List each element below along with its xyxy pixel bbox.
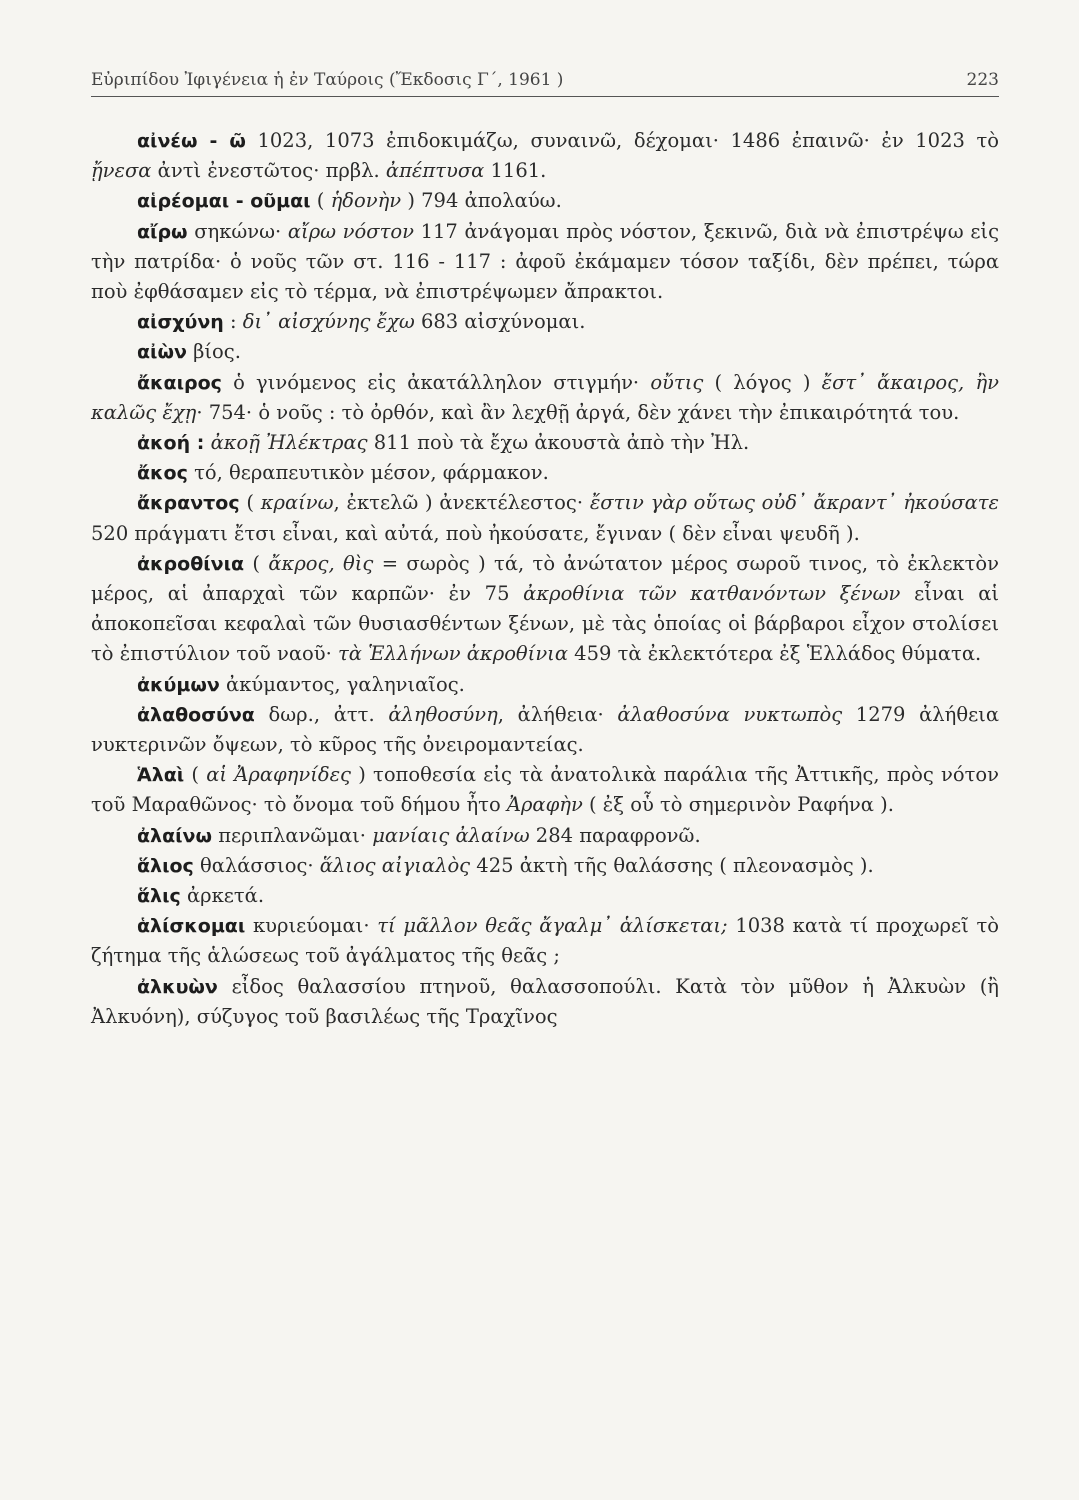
entry-lemma: ἀλαθοσύνα <box>137 703 255 726</box>
entry-text: εἶδος θαλασσίου πτηνοῦ, θαλασσοπούλι. Κατὰ τὸν μῦθον ἡ Ἀλκυὼν (ἢ Ἀλκυόνη), σύζυγος τοῦ βασιλέως τῆς Τραχῖνος <box>91 974 999 1028</box>
entry-text: 1038 κατὰ τί προχωρεῖ τὸ ζήτημα τῆς ἁλώσεως τοῦ ἀγάλματος τῆς θεᾶς ; <box>91 914 1000 968</box>
entry-text: ( <box>244 551 269 575</box>
entry-text: σηκώνω· <box>187 219 288 243</box>
entry-quote: αἴρω νόστον <box>287 219 414 243</box>
entry-quote: δι᾽ αἰσχύνης ἔχω <box>242 310 415 334</box>
glossary-entry <box>91 851 999 881</box>
entry-quote: τί μᾶλλον θεᾶς ἄγαλμ᾽ ἁλίσκεται; <box>377 914 728 938</box>
entry-lemma: ἄκαιρος <box>137 371 222 394</box>
entry-quote: ἀκοῇ Ἠλέκτρας <box>210 431 368 455</box>
glossary-entry <box>91 126 999 186</box>
running-title: Εὐριπίδου Ἰφιγένεια ἡ ἐν Ταύροις (Ἔκδοσις Γ΄, 1961 ) <box>91 70 564 90</box>
entry-text: 1023, 1073 ἐπιδοκιμάζω, συναινῶ, δέχομαι· 1486 ἐπαινῶ· ἐν 1023 τὸ <box>245 129 1000 152</box>
entry-text: κυριεύομαι· <box>245 914 378 938</box>
entry-text: ( ἐξ οὗ τὸ σημερινὸν Ραφήνα ). <box>582 793 894 817</box>
entry-lemma: ἁλίσκομαι <box>137 915 246 938</box>
entry-text: ) 794 ἀπολαύω. <box>401 189 562 213</box>
entry-text: δωρ., ἀττ. <box>254 702 389 726</box>
entry-lemma: ἀλαίνω <box>137 824 212 847</box>
entry-lemma: ἀλκυὼν <box>137 975 218 998</box>
entry-text: εἶναι αἱ ἀποκοπεῖσαι κεφαλαὶ τῶν θυσιασθέντων ξένων, μὲ τὰς ὁποίας οἱ βάρβαροι εἶχον στολίσει τὸ ἐπιστύλιον τοῦ ναοῦ· <box>91 582 1000 666</box>
entry-quote: ᾔνεσα <box>91 159 152 183</box>
entry-quote: Ἀραφὴν <box>506 793 583 817</box>
glossary-entry <box>91 458 999 488</box>
entry-text: ὁ γινόμενος εἰς ἀκατάλληλον στιγμήν· <box>221 370 651 394</box>
entry-lemma: ἅλιος <box>137 854 194 877</box>
glossary-entry <box>91 488 999 548</box>
entry-lemma: ἀκύμων <box>137 673 220 696</box>
entry-text: 284 παραφρονῶ. <box>529 823 701 847</box>
glossary-entry <box>91 972 999 1032</box>
entry-text: ( <box>239 491 261 515</box>
glossary-entry <box>91 549 999 670</box>
entry-lemma: αἰνέω - ῶ <box>137 130 246 152</box>
entry-text: ( <box>184 763 207 787</box>
entry-text: ( λόγος ) <box>703 370 822 394</box>
entry-quote: κραίνω <box>260 491 334 515</box>
running-header <box>91 70 999 97</box>
entry-text: : <box>223 310 243 334</box>
entry-text: ἀρκετά. <box>180 884 265 908</box>
entry-text: , ἀλήθεια· <box>497 702 618 726</box>
page-number: 223 <box>966 70 999 90</box>
entry-text: 1279 ἀλήθεια νυκτερινῶν ὄψεων, τὸ κῦρος τῆς ὀνειρομαντείας. <box>91 702 999 757</box>
entry-quote: ἅλιος αἰγιαλὸς <box>319 853 471 877</box>
glossary-entry <box>91 911 999 971</box>
entry-text: 459 τὰ ἐκλεκτότερα ἐξ Ἑλλάδος θύματα. <box>567 642 982 666</box>
entry-text: 1161. <box>484 159 547 183</box>
entry-quote: ἀλαθοσύνα νυκτωπὸς <box>617 702 843 726</box>
entry-quote: μανίαις ἀλαίνω <box>372 823 530 847</box>
entry-text: θαλάσσιος· <box>193 853 320 877</box>
entry-quote: ἀκροθίνια τῶν κατθανόντων ξένων <box>523 582 901 606</box>
entry-quote: ἀπέπτυσα <box>385 159 485 183</box>
glossary-entry <box>91 337 999 367</box>
entry-quote: αἱ Ἀραφηνίδες <box>206 763 351 787</box>
glossary-entry <box>91 760 999 820</box>
entry-text: ἀντὶ ἐνεστῶτος· πρβλ. <box>151 159 386 183</box>
entry-text: , ἐκτελῶ ) ἀνεκτέλεστος· <box>333 491 590 515</box>
entry-text: ἀκύμαντος, γαληνιαῖος. <box>219 672 465 696</box>
entry-text: · 754· ὁ νοῦς : τὸ ὀρθόν, καὶ ἂν λεχθῇ ἀργά, δὲν χάνει τὴν ἐπικαιρότητά του. <box>196 400 960 424</box>
entry-text: ) τοποθεσία εἰς τὰ ἀνατολικὰ παράλια τῆς Ἀττικῆς, πρὸς νότον τοῦ Μαραθῶνος· τὸ ὄνομα τοῦ δήμου ἦτο <box>91 763 999 817</box>
entry-text: = σωρὸς ) τά, τὸ ἀνώτατον μέρος σωροῦ τινος, τὸ ἐκλεκτὸν μέρος, αἱ ἀπαρχαὶ τῶν καρπῶν· ἐν 75 <box>91 551 999 606</box>
glossary-entry <box>91 186 999 216</box>
glossary-entry <box>91 217 999 308</box>
glossary-entry <box>91 368 999 428</box>
entry-lemma: ἅλις <box>137 885 181 908</box>
entry-text: 520 πράγματι ἔτσι εἶναι, καὶ αὐτά, ποὺ ἠκούσατε, ἔγιναν ( δὲν εἶναι ψευδῆ ). <box>91 521 860 545</box>
glossary-entry <box>91 670 999 700</box>
entry-lemma: ἄκος <box>137 462 188 485</box>
entry-quote: ἔστ᾽ ἄκαιρος, ἢν καλῶς ἔχῃ <box>91 370 999 424</box>
glossary-entry <box>91 307 999 337</box>
entry-text: 425 ἀκτὴ τῆς θαλάσσης ( πλεονασμὸς ). <box>470 853 874 877</box>
entry-lemma: Ἁλαὶ <box>137 764 185 787</box>
entry-quote: ἡδονὴν <box>330 189 402 213</box>
glossary-entry <box>91 821 999 851</box>
entry-lemma: αἴρω <box>137 220 188 243</box>
entry-lemma: αἱρέομαι - οῦμαι <box>137 190 311 213</box>
entry-lemma: αἰὼν <box>137 341 187 364</box>
entry-text: 117 ἀνάγομαι πρὸς νόστον, ξεκινῶ, διὰ νὰ ἐπιστρέψω εἰς τὴν πατρίδα· ὁ νοῦς τῶν στ. 116 - 117 : ἀφοῦ ἐκάμαμεν τόσον ταξίδι, δὲν πρέπει, τώρα ποὺ ἐφθάσαμεν εἰς τὸ τέρμα, νὰ ἐπιστρέψωμεν ἄπρακτοι. <box>91 219 999 304</box>
entry-lemma: ἀκοή : <box>137 432 205 455</box>
entry-quote: ἀληθοσύνη <box>388 702 498 726</box>
glossary-entry <box>91 700 999 760</box>
glossary-entry <box>91 881 999 911</box>
entry-lemma: ἄκραντος <box>137 492 240 515</box>
entry-lemma: ἀκροθίνια <box>137 552 245 575</box>
entry-text: τό, θεραπευτικὸν μέσον, φάρμακον. <box>187 461 549 485</box>
glossary-entries <box>91 126 999 1032</box>
entry-text: 683 αἰσχύνομαι. <box>414 310 586 334</box>
entry-quote: ἄκρος, θὶς <box>268 551 374 575</box>
entry-text: βίος. <box>186 340 241 364</box>
entry-text: 811 ποὺ τὰ ἔχω ἀκουστὰ ἀπὸ τὴν Ἠλ. <box>367 431 750 455</box>
entry-lemma: αἰσχύνη <box>137 311 224 334</box>
entry-text: περιπλανῶμαι· <box>212 823 373 847</box>
entry-quote: ἔστιν γὰρ οὕτως οὐδ᾽ ἄκραντ᾽ ἠκούσατε <box>589 491 1000 515</box>
glossary-entry <box>91 428 999 458</box>
entry-text: ( <box>310 189 331 213</box>
entry-quote: τὰ Ἑλλήνων ἀκροθίνια <box>338 642 568 666</box>
entry-quote: οὔτις <box>650 370 704 394</box>
